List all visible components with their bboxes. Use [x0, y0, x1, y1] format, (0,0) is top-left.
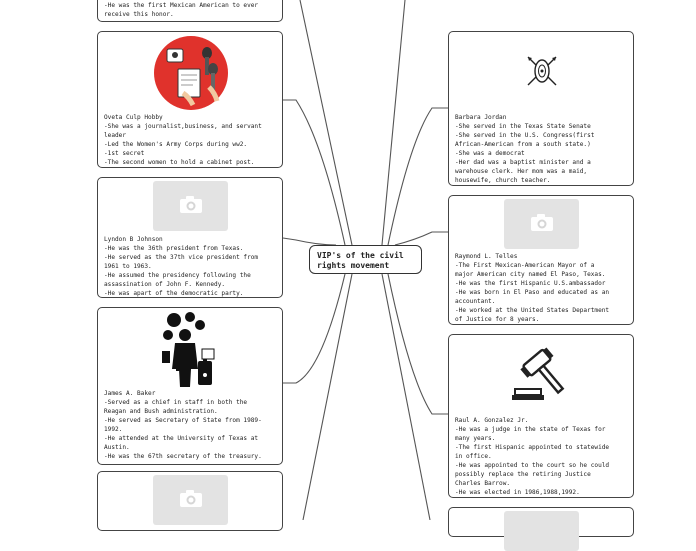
card-barbara-jordan[interactable]: [448, 31, 634, 186]
card-raul-a-gonzalez[interactable]: [448, 334, 634, 498]
card-raymond-l-telles[interactable]: [448, 195, 634, 325]
journalist-microphones-illustration: [153, 35, 229, 111]
businessman-with-luggage-silhouette: [158, 311, 222, 387]
central-topic[interactable]: [309, 245, 422, 274]
central-topic-label: VIP's of the civil rights movement: [317, 251, 404, 270]
card-partial-bottom-right[interactable]: [448, 507, 634, 537]
card-text: Raymond L. Telles -The First Mexican-American Mayor of a major American city named El Paso, Texas. -He was the first Hispanic U.S.ambassador -He was born in El Paso and educated as an accountant. -He worked at the United States Department of Justice for 8 years.: [455, 253, 610, 323]
image-placeholder: [153, 475, 228, 525]
card-text: Oveta Culp Hobby -She was a journalist,business, and servant leader -Led the Women's Army Corps during ww2. -1st secret -The second women to hold a cabinet post.: [104, 114, 262, 166]
camera-icon: [178, 489, 204, 511]
image-placeholder: [504, 199, 579, 249]
image-placeholder: [153, 181, 228, 231]
card-james-a-baker[interactable]: [97, 307, 283, 465]
card-partial-top-left[interactable]: [97, 0, 283, 22]
camera-icon: [529, 213, 555, 235]
camera-icon: [178, 195, 204, 217]
card-oveta-culp-hobby[interactable]: [97, 31, 283, 168]
card-text: Barbara Jordan -She served in the Texas State Senate -She served in the U.S. Congress(first African-American from a south state.) -She was a democrat -Her dad was a baptist minister and a warehouse clerk. Her mom was a maid, housewife, church teacher.: [455, 114, 595, 184]
image-placeholder: [504, 511, 579, 551]
judge-gavel-icon: [507, 339, 577, 409]
card-text: James A. Baker -Served as a chief in staff in both the Reagan and Bush administration. -He served as Secretary of State from 1989- 1992. -He attended at the University of Texas at Austin. -He was the 67th secretary of the treasury.: [104, 390, 262, 460]
card-partial-bottom-left[interactable]: [97, 471, 283, 531]
card-text: -He was the first Mexican American to ever receive this honor.: [104, 2, 259, 18]
card-text: Lyndon B Johnson -He was the 36th president from Texas. -He served as the 37th vice president from 1961 to 1963. -He assumed the presidency following the assassination of John F. Kennedy. -He was apart of the democratic party.: [104, 236, 259, 297]
card-lyndon-b-johnson[interactable]: [97, 177, 283, 298]
card-text: Raul A. Gonzalez Jr. -He was a judge in the state of Texas for many years. -The first Hispanic appointed to statewide in office. -He was appointed to the court so he could possibly replace the retiring Justice Charles Barrow. -He was elected in 1986,1988,1992.: [455, 417, 610, 496]
tribal-shield-spears-icon: [525, 54, 559, 88]
